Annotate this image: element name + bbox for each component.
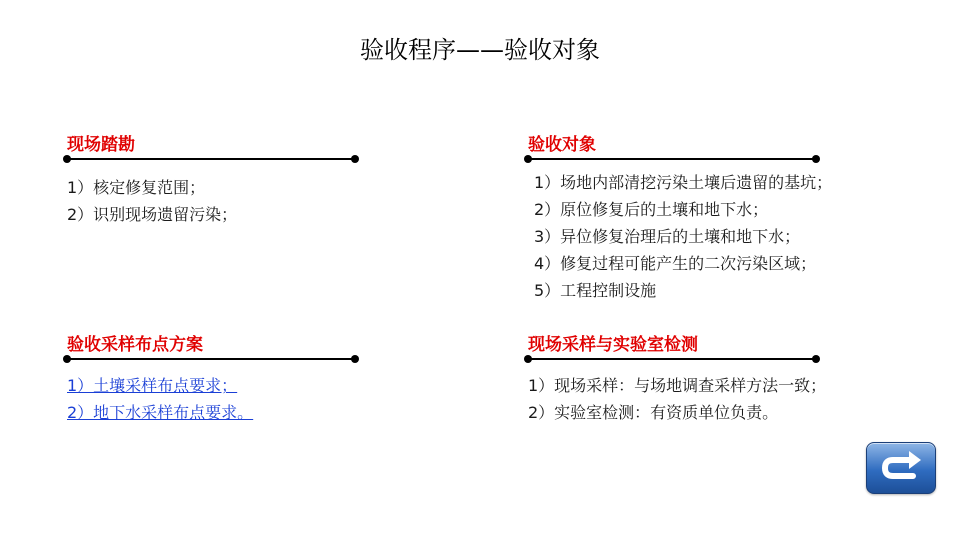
divider-dot (63, 155, 71, 163)
list-item: 1）核定修复范围； (67, 178, 206, 197)
list-item: 1）现场采样：与场地调查采样方法一致； (528, 376, 827, 395)
item-list (534, 169, 888, 304)
list-item: 2）原位修复后的土壤和地下水； (534, 200, 769, 219)
heading-divider (528, 358, 816, 360)
divider-dot (351, 155, 359, 163)
heading-divider (528, 158, 816, 160)
section-heading: 现场采样与实验室检测 (528, 335, 698, 355)
divider-dot (351, 355, 359, 363)
item-list (67, 174, 359, 228)
divider-dot (812, 155, 820, 163)
section-sampling-testing (528, 334, 888, 426)
list-item: 5）工程控制设施 (534, 281, 657, 300)
section-heading: 验收采样布点方案 (67, 335, 203, 355)
section-heading: 验收对象 (528, 135, 596, 155)
groundwater-sampling-link[interactable]: 2）地下水采样布点要求。 (67, 403, 254, 422)
section-sampling-plan (67, 334, 359, 426)
divider-dot (524, 355, 532, 363)
list-item: 2）实验室检测：有资质单位负责。 (528, 403, 779, 422)
list-item: 4）修复过程可能产生的二次污染区域； (534, 254, 817, 273)
divider-dot (63, 355, 71, 363)
soil-sampling-link[interactable]: 1）土壤采样布点要求； (67, 376, 238, 395)
slide-title: 验收程序——验收对象 (360, 36, 600, 64)
heading-divider (67, 158, 355, 160)
divider-dot (524, 155, 532, 163)
section-heading: 现场踏勘 (67, 135, 135, 155)
return-arrow-icon (867, 443, 935, 493)
item-list (528, 372, 888, 426)
return-button[interactable] (866, 442, 936, 494)
list-item: 2）识别现场遗留污染； (67, 205, 238, 224)
item-list (67, 372, 359, 426)
section-acceptance-object (528, 134, 888, 304)
section-site-survey (67, 134, 359, 228)
divider-dot (812, 355, 820, 363)
heading-divider (67, 358, 355, 360)
list-item: 1）场地内部清挖污染土壤后遗留的基坑； (534, 173, 833, 192)
list-item: 3）异位修复治理后的土壤和地下水； (534, 227, 801, 246)
